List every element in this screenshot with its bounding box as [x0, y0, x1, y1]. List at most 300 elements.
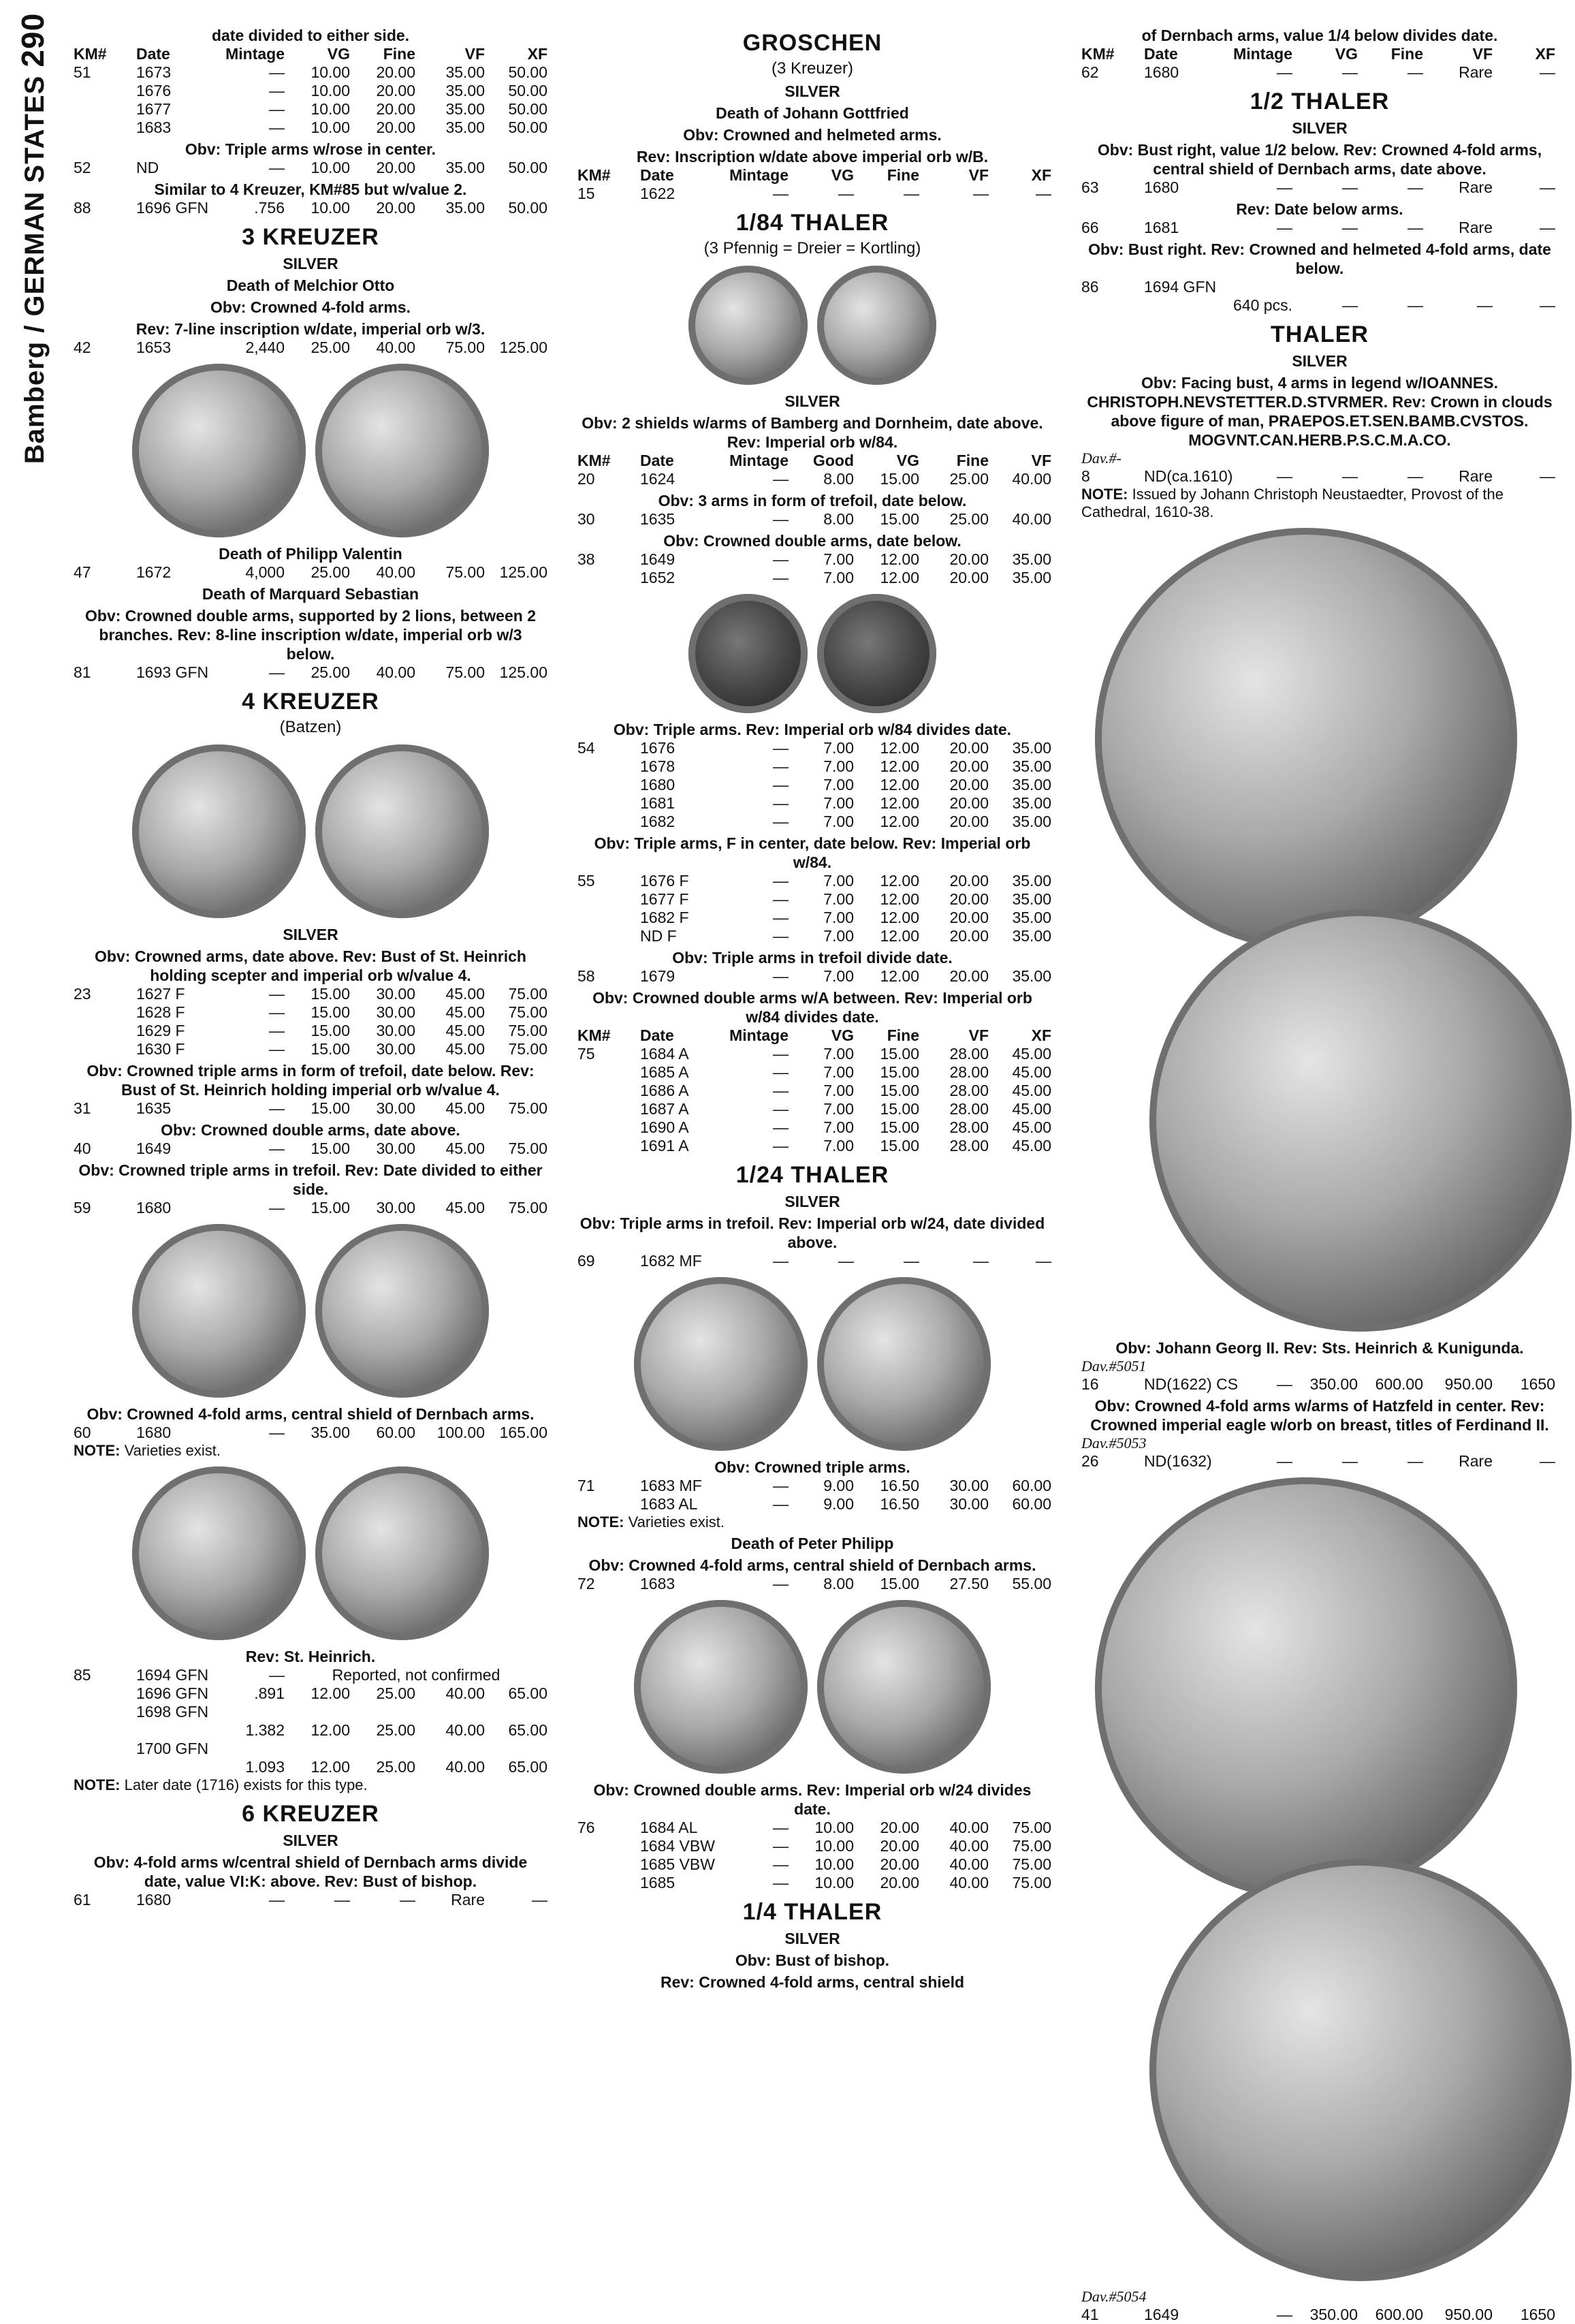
- table-cell: 15.00: [880, 1575, 919, 1592]
- column-header: VF: [968, 1026, 989, 1044]
- table-cell: 35.00: [311, 1424, 350, 1441]
- table-cell: —: [773, 470, 789, 488]
- table-cell: —: [269, 1003, 285, 1021]
- table-row: [1081, 296, 1558, 315]
- table-cell: 20.00: [880, 1874, 919, 1891]
- description-text: Rev: Date below arms.: [1236, 200, 1403, 218]
- table-cell: 7.00: [823, 927, 854, 945]
- table-cell: [285, 1740, 350, 1758]
- table-cell: 30.00: [376, 1040, 415, 1058]
- note-label: NOTE:: [1081, 486, 1128, 503]
- table-cell: —: [1477, 296, 1493, 314]
- table-cell: 40.00: [445, 1684, 485, 1702]
- table-cell: 28.00: [949, 1137, 989, 1155]
- table-cell: 25.00: [311, 663, 350, 681]
- table-cell: 45.00: [445, 1040, 485, 1058]
- coin-obverse-photo: [1095, 528, 1517, 950]
- table-row: [1081, 2306, 1558, 2324]
- table-cell: 86: [1081, 278, 1099, 296]
- coin-photo-pair: [1081, 1477, 1558, 2281]
- table-row: [577, 1137, 1051, 1155]
- table-cell: 7.00: [823, 1137, 854, 1155]
- table-row: [74, 563, 547, 582]
- column-header: KM#: [577, 452, 611, 469]
- table-cell: 1650: [1520, 2306, 1555, 2323]
- denomination-heading: 1/4 THALER: [742, 1899, 882, 1925]
- table-cell: —: [773, 510, 789, 528]
- table-cell: 15.00: [311, 1003, 350, 1021]
- table-cell: 40.00: [1012, 510, 1051, 528]
- table-cell: 45.00: [445, 1003, 485, 1021]
- table-cell: 1683 AL: [640, 1495, 698, 1513]
- metal-label: SILVER: [784, 1930, 840, 1947]
- table-cell: —: [773, 890, 789, 908]
- table-cell: 1685: [640, 1874, 675, 1891]
- table-cell: 7.00: [823, 739, 854, 757]
- table-row: [577, 1874, 1051, 1892]
- description-text: Obv: Bust right. Rev: Crowned and helmeted 4-fold arms, date below.: [1088, 240, 1551, 277]
- coin-photo-pair: [74, 364, 547, 537]
- table-cell: 72: [577, 1575, 595, 1592]
- column-header: XF: [1031, 166, 1051, 184]
- table-cell: 7.00: [823, 1045, 854, 1063]
- table-row: [577, 510, 1051, 529]
- table-row: [74, 1140, 547, 1158]
- table-cell: 1628 F: [136, 1003, 185, 1021]
- table-cell: 1694 GFN: [136, 1666, 209, 1684]
- table-row: [74, 100, 547, 119]
- table-cell: 28.00: [949, 1045, 989, 1063]
- table-cell: [415, 1740, 485, 1758]
- table-cell: 20.00: [949, 872, 989, 890]
- description-text: Obv: Crowned triple arms.: [714, 1458, 910, 1476]
- table-cell: 1.382: [245, 1721, 285, 1739]
- table-cell: —: [773, 1855, 789, 1873]
- metal-label: SILVER: [283, 926, 338, 943]
- table-cell: 45.00: [445, 1022, 485, 1039]
- table-cell: 8.00: [823, 470, 854, 488]
- table-cell: Rare: [1459, 1452, 1493, 1470]
- column-header: Date: [136, 45, 170, 63]
- table-cell: [74, 1703, 136, 1721]
- column-right: [1081, 23, 1558, 2324]
- table-cell: [577, 757, 640, 776]
- table-cell: ND: [136, 159, 159, 176]
- table-row: [1081, 278, 1558, 296]
- denomination-subtitle: (Batzen): [279, 718, 342, 736]
- table-cell: 25.00: [311, 563, 350, 581]
- table-cell: 75.00: [508, 1022, 547, 1039]
- table-cell: 62: [1081, 63, 1099, 81]
- table-cell: 1687 A: [640, 1100, 689, 1118]
- coin-obverse-photo: [634, 1277, 808, 1451]
- table-cell: 20.00: [949, 794, 989, 812]
- table-cell: 27.50: [949, 1575, 989, 1592]
- table-cell: 10.00: [814, 1837, 854, 1855]
- description-text: Obv: 4-fold arms w/central shield of Dernbach arms divide date, value VI:K: above. Rev: Bust of bishop.: [93, 1853, 528, 1890]
- coin-photo-pair: [577, 266, 1047, 385]
- table-row: [577, 470, 1051, 488]
- table-cell: 35.00: [1012, 909, 1051, 926]
- table-cell: 25.00: [376, 1758, 415, 1776]
- table-cell: 23: [74, 985, 91, 1003]
- table-cell: 35.00: [445, 159, 485, 176]
- table-cell: 1694 GFN: [1144, 278, 1217, 296]
- table-cell: [577, 1874, 640, 1892]
- table-cell: 12.00: [880, 909, 919, 926]
- coin-photo-pair: [577, 1600, 1047, 1774]
- table-cell: 25.00: [949, 470, 989, 488]
- page-sidebar-header: [12, 14, 53, 463]
- description-text: Obv: Crowned double arms. Rev: Imperial orb w/24 divides date.: [593, 1781, 1032, 1818]
- table-cell: 76: [577, 1819, 595, 1836]
- table-cell: 7.00: [823, 813, 854, 830]
- metal-label: SILVER: [283, 1832, 338, 1849]
- table-cell: 75.00: [508, 985, 547, 1003]
- table-cell: —: [773, 1063, 789, 1081]
- metal-label: SILVER: [784, 392, 840, 410]
- table-cell: 16.50: [880, 1477, 919, 1494]
- description-text: Death of Marquard Sebastian: [202, 585, 419, 603]
- table-cell: 20.00: [949, 757, 989, 775]
- note-label: NOTE:: [74, 1776, 121, 1793]
- metal-label: SILVER: [784, 82, 840, 100]
- table-cell: [1493, 278, 1555, 296]
- table-cell: 9.00: [823, 1495, 854, 1513]
- description-text: Obv: Crowned arms, date above. Rev: Bust of St. Heinrich holding scepter and imperial orb w/value 4.: [95, 947, 526, 984]
- table-cell: ND(ca.1610): [1144, 467, 1233, 485]
- table-cell: 60.00: [1012, 1477, 1051, 1494]
- section-title: Bamberg / GERMAN STATES: [20, 75, 50, 465]
- table-cell: 71: [577, 1477, 595, 1494]
- table-header: [74, 45, 547, 63]
- table-cell: 10.00: [814, 1819, 854, 1836]
- column-header: VF: [1472, 45, 1493, 63]
- table-cell: 12.00: [311, 1721, 350, 1739]
- note-label: NOTE:: [577, 1513, 624, 1530]
- column-header: VF: [1031, 452, 1051, 469]
- table-cell: 7.00: [823, 872, 854, 890]
- table-cell: 60: [74, 1424, 91, 1441]
- table-row: [577, 1575, 1051, 1593]
- table-cell: 50.00: [508, 63, 547, 81]
- metal-label: SILVER: [1292, 119, 1348, 137]
- table-cell: —: [269, 119, 285, 136]
- table-cell: 45.00: [1012, 1063, 1051, 1081]
- table-cell: 20.00: [949, 813, 989, 830]
- denomination-subtitle: (3 Pfennig = Dreier = Kortling): [703, 239, 921, 257]
- table-cell: [577, 1100, 640, 1118]
- table-cell: —: [773, 872, 789, 890]
- table-header: [577, 166, 1051, 185]
- table-cell: [485, 1740, 547, 1758]
- table-cell: 7.00: [823, 757, 854, 775]
- table-cell: 61: [74, 1891, 91, 1909]
- table-cell: 1649: [640, 550, 675, 568]
- column-header: VG: [831, 1026, 854, 1044]
- table-cell: —: [773, 1477, 789, 1494]
- table-cell: 1693 GFN: [136, 663, 209, 681]
- table-cell: 15.00: [311, 985, 350, 1003]
- table-cell: —: [269, 159, 285, 176]
- denomination-heading: 1/24 THALER: [735, 1162, 889, 1188]
- table-cell: 85: [74, 1666, 91, 1684]
- description-text: Obv: 2 shields w/arms of Bamberg and Dornheim, date above. Rev: Imperial orb w/84.: [582, 414, 1043, 451]
- column-header: Fine: [1390, 45, 1423, 63]
- table-cell: —: [1342, 296, 1358, 314]
- table-cell: 1682 F: [640, 909, 689, 926]
- column-header: Fine: [956, 452, 989, 469]
- denomination-heading: 6 KREUZER: [242, 1801, 379, 1827]
- table-cell: 38: [577, 550, 595, 568]
- table-cell: 12.00: [880, 550, 919, 568]
- column-header: Date: [640, 166, 674, 184]
- table-cell: 52: [74, 159, 91, 176]
- table-cell: 20.00: [949, 739, 989, 757]
- table-cell: 15.00: [880, 1100, 919, 1118]
- coin-reverse-photo: [315, 1466, 489, 1640]
- table-row: [577, 1063, 1051, 1082]
- table-cell: 30.00: [376, 1140, 415, 1157]
- table-cell: 20.00: [880, 1837, 919, 1855]
- column-header: Fine: [887, 1026, 919, 1044]
- table-cell: ND(1632): [1144, 1452, 1212, 1470]
- table-cell: 8.00: [823, 1575, 854, 1592]
- table-cell: 30.00: [376, 1099, 415, 1117]
- description-text: Obv: Triple arms w/rose in center.: [185, 140, 436, 158]
- column-header: KM#: [577, 1026, 611, 1044]
- note-text: [1081, 486, 1558, 521]
- table-cell: 1653: [136, 339, 172, 356]
- table-cell: 75.00: [445, 563, 485, 581]
- table-cell: —: [773, 185, 789, 202]
- table-cell: 1700 GFN: [136, 1740, 209, 1757]
- table-cell: —: [973, 1252, 989, 1270]
- table-cell: 88: [74, 199, 91, 217]
- table-row: [1081, 63, 1558, 82]
- table-cell: 35.00: [445, 199, 485, 217]
- table-cell: 100.00: [436, 1424, 485, 1441]
- table-cell: —: [1342, 467, 1358, 485]
- table-cell: 75.00: [508, 1199, 547, 1216]
- table-cell: —: [269, 82, 285, 99]
- table-cell: —: [838, 185, 854, 202]
- table-cell: 1680: [1144, 178, 1179, 196]
- table-row: [74, 159, 547, 177]
- column-header: KM#: [577, 166, 611, 184]
- table-cell: 40.00: [376, 339, 415, 356]
- description-text: of Dernbach arms, value 1/4 below divides date.: [1141, 27, 1498, 44]
- table-cell: 1629 F: [136, 1022, 185, 1039]
- table-cell: 10.00: [814, 1855, 854, 1873]
- table-row: [74, 199, 547, 217]
- table-cell: 1673: [136, 63, 172, 81]
- table-cell: 20.00: [376, 119, 415, 136]
- table-cell: —: [334, 1891, 350, 1909]
- table-cell: —: [773, 927, 789, 945]
- table-cell: 75.00: [445, 663, 485, 681]
- table-cell: 65.00: [508, 1684, 547, 1702]
- table-cell: 20.00: [949, 550, 989, 568]
- coin-photo-pair: [577, 1277, 1047, 1451]
- description-text: Similar to 4 Kreuzer, KM#85 but w/value 2.: [154, 180, 467, 198]
- note-body: Varieties exist.: [628, 1513, 725, 1530]
- table-cell: [577, 776, 640, 794]
- table-cell: 125.00: [499, 563, 547, 581]
- description-text: Obv: Crowned double arms, supported by 2 lions, between 2 branches. Rev: 8-line inscription w/date, imperial orb w/3 below.: [85, 607, 536, 663]
- table-cell: 40.00: [376, 663, 415, 681]
- table-cell: ND F: [640, 927, 677, 945]
- table-cell: 600.00: [1375, 1375, 1423, 1393]
- table-cell: 35.00: [1012, 967, 1051, 985]
- column-header: Date: [640, 1026, 674, 1044]
- table-row: [577, 927, 1051, 945]
- coin-reverse-photo: [1149, 909, 1572, 1332]
- table-cell: 10.00: [311, 82, 350, 99]
- table-cell: —: [773, 550, 789, 568]
- coin-obverse-photo: [688, 594, 808, 713]
- table-cell: 75.00: [1012, 1819, 1051, 1836]
- table-cell: 1680: [136, 1199, 172, 1216]
- denomination-heading: 3 KREUZER: [242, 224, 379, 250]
- coin-obverse-photo: [132, 1224, 306, 1398]
- table-cell: 2,440: [245, 339, 285, 356]
- table-cell: Rare: [451, 1891, 485, 1909]
- table-cell: 30.00: [949, 1477, 989, 1494]
- table-cell: —: [773, 1837, 789, 1855]
- table-cell: —: [773, 739, 789, 757]
- note-body: Later date (1716) exists for this type.: [124, 1776, 368, 1793]
- table-cell: 1677: [136, 100, 172, 118]
- davenport-reference: Dav.#5053: [1081, 1434, 1147, 1451]
- table-cell: —: [973, 185, 989, 202]
- table-cell: —: [773, 909, 789, 926]
- table-cell: 1698 GFN: [136, 1703, 209, 1721]
- table-cell: —: [773, 1082, 789, 1099]
- column-header: VG: [1335, 45, 1358, 63]
- table-row: [74, 1099, 547, 1118]
- table-cell: [74, 100, 136, 119]
- table-cell: —: [532, 1891, 547, 1909]
- table-row: [577, 909, 1051, 927]
- table-cell: 8: [1081, 467, 1090, 485]
- table-cell: 1.093: [245, 1758, 285, 1776]
- table-header: [577, 1026, 1051, 1045]
- table-cell: 20.00: [949, 890, 989, 908]
- table-cell: 15.00: [880, 1045, 919, 1063]
- note-text: [74, 1776, 547, 1794]
- table-cell: —: [904, 1252, 919, 1270]
- description-text: Rev: St. Heinrich.: [245, 1648, 376, 1665]
- description-text: Obv: Crowned 4-fold arms, central shield of Dernbach arms.: [588, 1556, 1036, 1574]
- table-cell: 15.00: [311, 1199, 350, 1216]
- table-cell: 10.00: [311, 100, 350, 118]
- table-cell: 63: [1081, 178, 1099, 196]
- table-cell: 12.00: [311, 1758, 350, 1776]
- table-cell: 30.00: [376, 1022, 415, 1039]
- table-cell: 12.00: [311, 1684, 350, 1702]
- table-cell: 1690 A: [640, 1118, 689, 1136]
- table-row: [1081, 178, 1558, 197]
- table-cell: —: [400, 1891, 415, 1909]
- table-cell: —: [1277, 1375, 1292, 1393]
- table-cell: 8.00: [823, 510, 854, 528]
- table-cell: 35.00: [445, 63, 485, 81]
- table-cell: 1696 GFN: [136, 1684, 209, 1702]
- table-cell: 20.00: [376, 100, 415, 118]
- table-cell: —: [1036, 185, 1051, 202]
- table-cell: 59: [74, 1199, 91, 1216]
- table-cell: 45.00: [1012, 1137, 1051, 1155]
- table-cell: 1635: [136, 1099, 172, 1117]
- table-cell: 30: [577, 510, 595, 528]
- table-cell: 40: [74, 1140, 91, 1157]
- table-cell: 1684 VBW: [640, 1837, 715, 1855]
- table-cell: 1680: [136, 1891, 172, 1909]
- table-row: [577, 550, 1051, 569]
- table-cell: 125.00: [499, 339, 547, 356]
- table-row: [74, 1199, 547, 1217]
- table-cell: 20.00: [949, 569, 989, 586]
- table-cell: 20.00: [880, 1819, 919, 1836]
- description-text: Obv: Crowned double arms, date below.: [663, 532, 961, 550]
- table-cell: —: [773, 1045, 789, 1063]
- table-cell: [74, 1022, 136, 1040]
- table-row: [577, 1100, 1051, 1118]
- table-cell: [74, 1721, 136, 1740]
- table-cell: —: [838, 1252, 854, 1270]
- table-cell: 165.00: [499, 1424, 547, 1441]
- table-cell: 1627 F: [136, 985, 185, 1003]
- table-row: [74, 119, 547, 137]
- table-cell: [74, 1040, 136, 1058]
- table-cell: —: [1342, 178, 1358, 196]
- table-cell: 41: [1081, 2306, 1099, 2323]
- table-cell: 35.00: [1012, 794, 1051, 812]
- table-cell: 16.50: [880, 1495, 919, 1513]
- description-text: date divided to either side.: [211, 27, 410, 44]
- table-cell: 1683: [136, 119, 172, 136]
- table-cell: —: [1036, 1252, 1051, 1270]
- note-label: NOTE:: [74, 1442, 121, 1459]
- table-cell: 15.00: [311, 1099, 350, 1117]
- table-header: [577, 452, 1051, 470]
- table-cell: Rare: [1459, 467, 1493, 485]
- table-cell: —: [1277, 467, 1292, 485]
- table-row: [577, 1082, 1051, 1100]
- note-body: Varieties exist.: [124, 1442, 221, 1459]
- description-text: Obv: Triple arms in trefoil divide date.: [672, 949, 953, 967]
- table-cell: —: [1540, 467, 1555, 485]
- table-cell: —: [269, 1140, 285, 1157]
- table-cell: 1630 F: [136, 1040, 185, 1058]
- table-cell: —: [269, 1099, 285, 1117]
- table-row: [577, 872, 1051, 890]
- column-header: VG: [831, 166, 854, 184]
- table-cell: 42: [74, 339, 91, 356]
- table-cell: 66: [1081, 219, 1099, 236]
- coin-reverse-photo: [315, 1224, 489, 1398]
- table-cell: 1680: [1144, 63, 1179, 81]
- table-row: [74, 1891, 547, 1909]
- table-cell: —: [269, 1040, 285, 1058]
- table-cell: —: [773, 776, 789, 794]
- table-cell: 15.00: [311, 1140, 350, 1157]
- table-cell: 40.00: [445, 1721, 485, 1739]
- table-cell: Rare: [1459, 219, 1493, 236]
- table-cell: [1144, 296, 1230, 315]
- column-header: Mintage: [1233, 45, 1292, 63]
